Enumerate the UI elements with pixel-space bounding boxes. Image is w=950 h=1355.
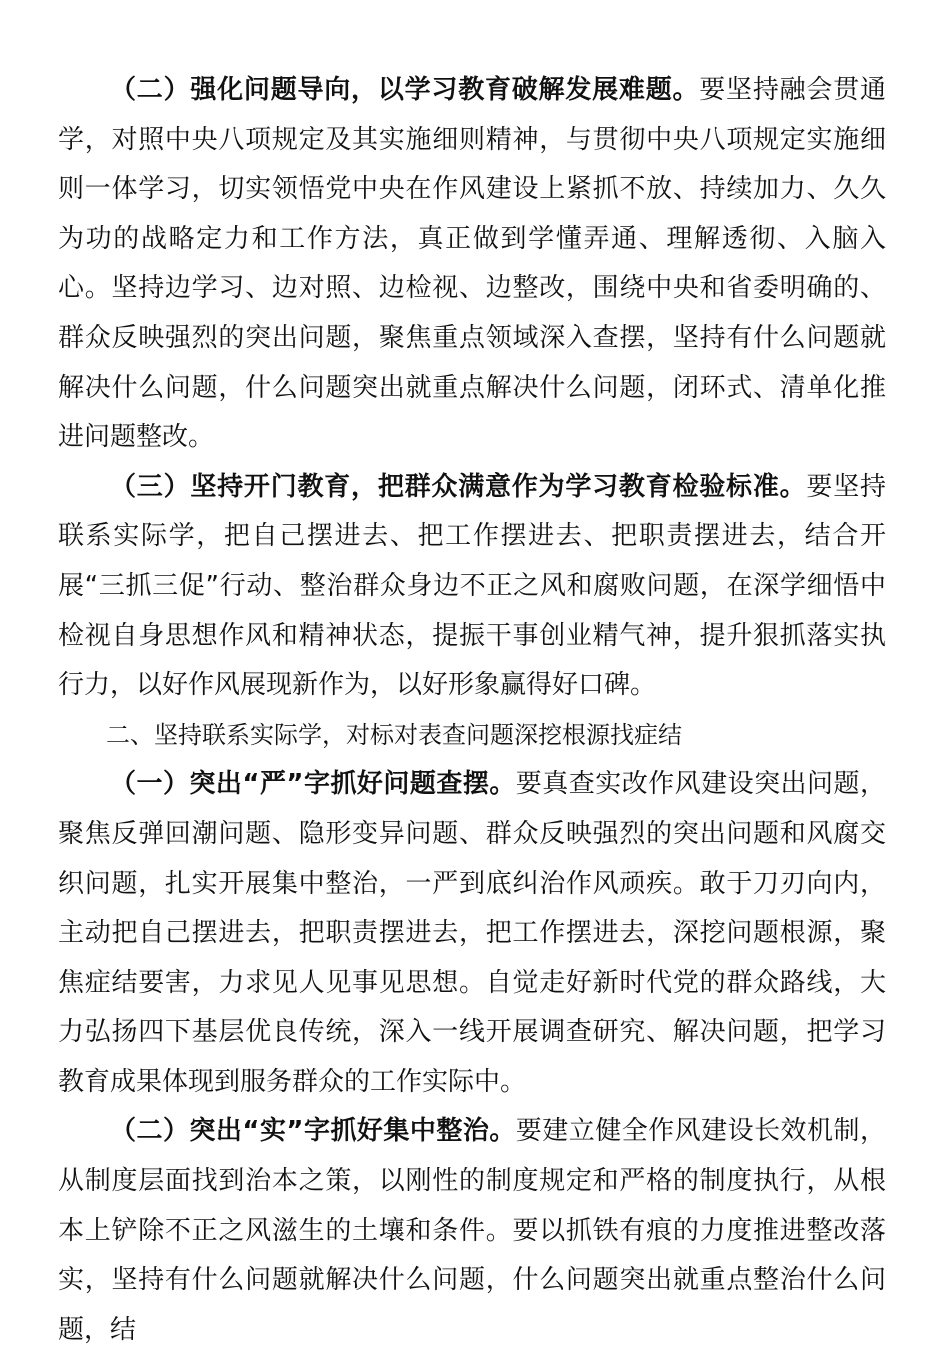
paragraph-problem-finding xyxy=(58,760,886,1107)
paragraph-lead: （一）突出“严”字抓好问题查摆。 xyxy=(110,769,516,800)
paragraph-body: 要建立健全作风建设长效机制，从制度层面找到治本之策，以刚性的制度规定和严格的制度执行，从根本上铲除不正之风滋生的土壤和条件。要以抓铁有痕的力度推进整改落实，坚持有什么问题就解决什么问题，什么问题突出就重点整治什么问题，结 xyxy=(58,1116,886,1345)
paragraph-lead: （三）坚持开门教育，把群众满意作为学习教育检验标准。 xyxy=(110,471,807,502)
paragraph-body: 要真查实改作风建设突出问题，聚焦反弹回潮问题、隐形变异问题、群众反映强烈的突出问题和风腐交织问题，扎实开展集中整治，一严到底纠治作风顽疾。敢于刀刃向内，主动把自己摆进去，把职责摆进去，把工作摆进去，深挖问题根源，聚焦症结要害，力求见人见事见思想。自觉走好新时代党的群众路线，大力弘扬四下基层优良传统，深入一线开展调查研究、解决问题，把学习教育成果体现到服务群众的工作实际中。 xyxy=(58,769,886,1097)
paragraph-focused-rectification xyxy=(58,1107,886,1355)
section-heading-two: 二、坚持联系实际学，对标对表查问题深挖根源找症结 xyxy=(106,720,682,749)
paragraph-lead: （二）突出“实”字抓好集中整治。 xyxy=(110,1116,516,1147)
paragraph-strengthen-problem-orientation xyxy=(58,66,886,463)
paragraph-body: 要坚持融会贯通学，对照中央八项规定及其实施细则精神，与贯彻中央八项规定实施细则一体学习，切实领悟党中央在作风建设上紧抓不放、持续加力、久久为功的战略定力和工作方法，真正做到学懂弄通、理解透彻、入脑入心。坚持边学习、边对照、边检视、边整改，围绕中央和省委明确的、群众反映强烈的突出问题，聚焦重点领域深入查摆，坚持有什么问题就解决什么问题，什么问题突出就重点解决什么问题，闭环式、清单化推进问题整改。 xyxy=(58,75,886,453)
paragraph-body: 要坚持联系实际学，把自己摆进去、把工作摆进去、把职责摆进去，结合开展“三抓三促”行动、整治群众身边不正之风和腐败问题，在深学细悟中检视自身思想作风和精神状态，提振干事创业精气神，提升狠抓落实执行力，以好作风展现新作为，以好形象赢得好口碑。 xyxy=(58,471,886,701)
document-page xyxy=(58,66,886,1355)
paragraph-lead: （二）强化问题导向，以学习教育破解发展难题。 xyxy=(110,75,700,105)
paragraph-open-door-education xyxy=(58,463,886,711)
